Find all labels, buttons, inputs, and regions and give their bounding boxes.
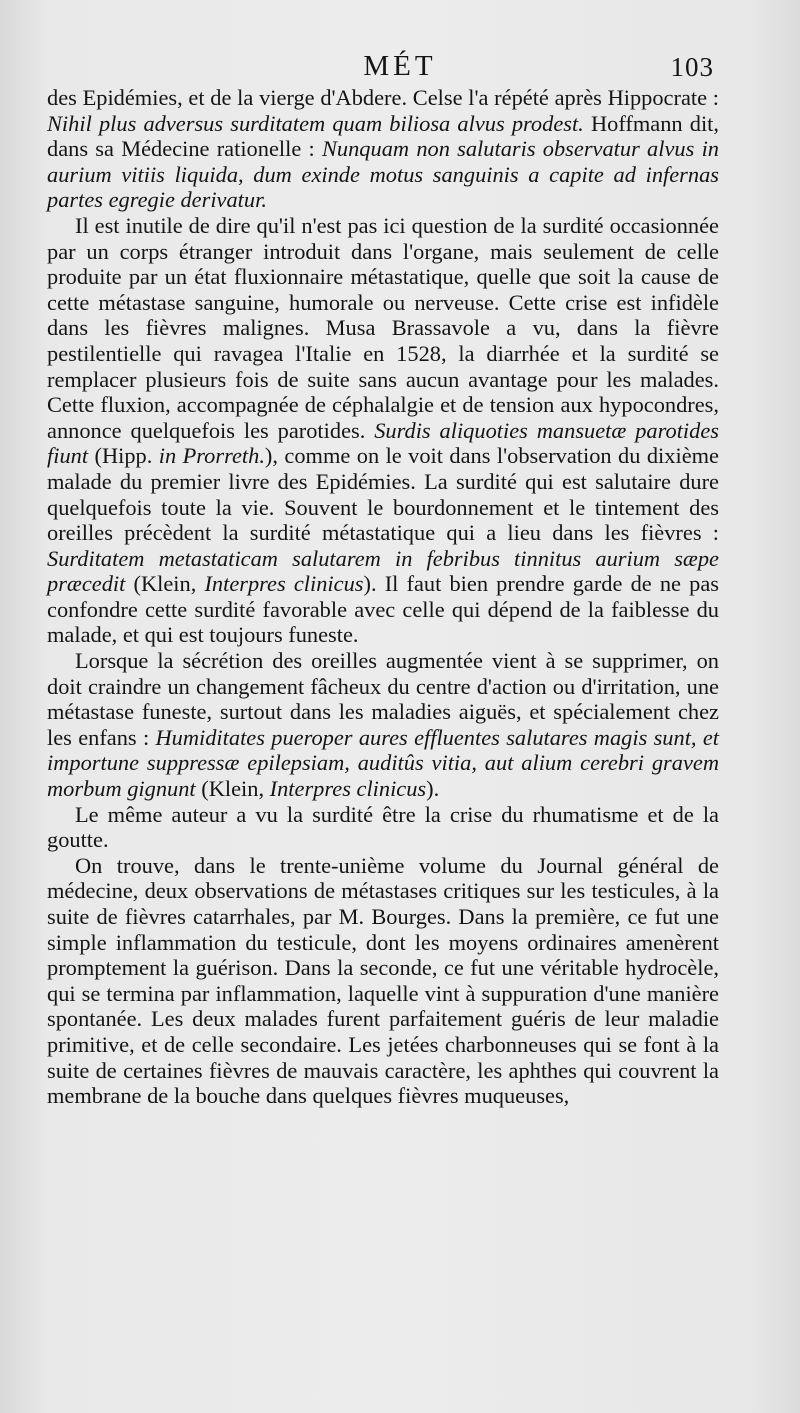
text-run: Lorsque la sécrétion des oreilles augmentée vient à se supprimer, on doit craindre un changement fâcheux du centre d'action ou d'irritation, une métastase funeste, surtout dans les maladies aiguës, et spécialement chez les enfans : [47, 648, 719, 750]
running-head: MÉT [363, 50, 437, 82]
text-run: (Hipp. [88, 443, 159, 469]
text-run: ). Il faut bien prendre garde de ne pas confondre cette surdité favorable avec celle qui dépend de la faiblesse du malade, et qui est toujours funeste. [47, 571, 719, 648]
text-run: Le même auteur a vu la surdité être la crise du rhumatisme et de la goutte. [47, 801, 719, 853]
body-text [47, 85, 719, 1109]
paragraph-2 [47, 213, 719, 648]
italic-text: in Prorreth. [158, 443, 265, 469]
page-header [0, 50, 800, 90]
italic-text: Surdis aliquoties mansuetæ parotides fiunt [47, 417, 719, 469]
italic-text: Interpres clinicus [269, 776, 427, 802]
text-run: (Klein, [125, 571, 205, 597]
italic-text: Nihil plus adversus surditatem quam biliosa alvus prodest. [47, 110, 584, 136]
italic-text: Surditatem metastaticam salutarem in febribus tinnitus aurium sæpe præcedit [47, 545, 719, 597]
text-run: ), comme on le voit dans l'observation du dixième malade du premier livre des Epidémies. La surdité qui est salutaire dure quelquefois toute la vie. Souvent le bourdonnement et le tintement des oreilles précèdent la surdité métastatique qui a lieu dans les fièvres : [47, 443, 719, 546]
paragraph-1 [47, 85, 719, 213]
italic-text: Humiditates pueroper aures effluentes salutares magis sunt, et importune suppressæ epilepsiam, auditûs vitia, aut alium cerebri gravem morbum gignunt [47, 724, 719, 802]
text-run: des Epidémies, et de la vierge d'Abdere. Celse l'a répété après Hippocrate : [47, 85, 719, 110]
text-run: Hoffmann dit, dans sa Médecine rationelle : [47, 110, 719, 162]
paragraph-4 [47, 802, 719, 853]
text-run: On trouve, dans le trente-unième volume du Journal général de médecine, deux observations de métastases critiques sur les testicules, à la suite de fièvres catarrhales, par M. Bourges. Dans la première, ce fut une simple inflammation du testicule, dont les moyens ordinaires amenèrent promptement la guérison. Dans la seconde, ce fut une véritable hydrocèle, qui se termina par inflammation, laquelle vint à suppuration d'une manière spontanée. Les deux malades furent parfaitement guéris de leur maladie primitive, et de celle secondaire. Les jetées charbonneuses qui se font à la suite de certaines fièvres de mauvais caractère, les aphthes qui couvrent la membrane de la bouche dans quelques fièvres muqueuses, [47, 852, 719, 1109]
text-run: Il est inutile de dire qu'il n'est pas ici question de la surdité occasionnée par un corps étranger introduit dans l'organe, mais seulement de celle produite par un état fluxionnaire métastatique, quelle que soit la cause de cette métastase sanguine, humorale ou nerveuse. Cette crise est infidèle dans les fièvres malignes. Musa Brassavole a vu, dans la fièvre pestilentielle qui ravagea l'Italie en 1528, la diarrhée et la surdité se remplacer plusieurs fois de suite sans aucun avantage pour les malades. Cette fluxion, accompagnée de céphalalgie et de tension aux hypocondres, annonce quelquefois les parotides. [47, 212, 719, 443]
italic-text: Interpres clinicus [204, 571, 364, 597]
paragraph-5 [47, 853, 719, 1109]
page-number: 103 [670, 52, 714, 82]
text-run: ). [426, 776, 440, 802]
paragraph-3 [47, 648, 719, 802]
italic-text: Nunquam non salutaris observatur alvus in aurium vitiis liquida, dum exinde motus sanguinis a capite ad infernas partes egregie derivatur. [47, 136, 719, 213]
text-run: (Klein, [195, 776, 270, 802]
